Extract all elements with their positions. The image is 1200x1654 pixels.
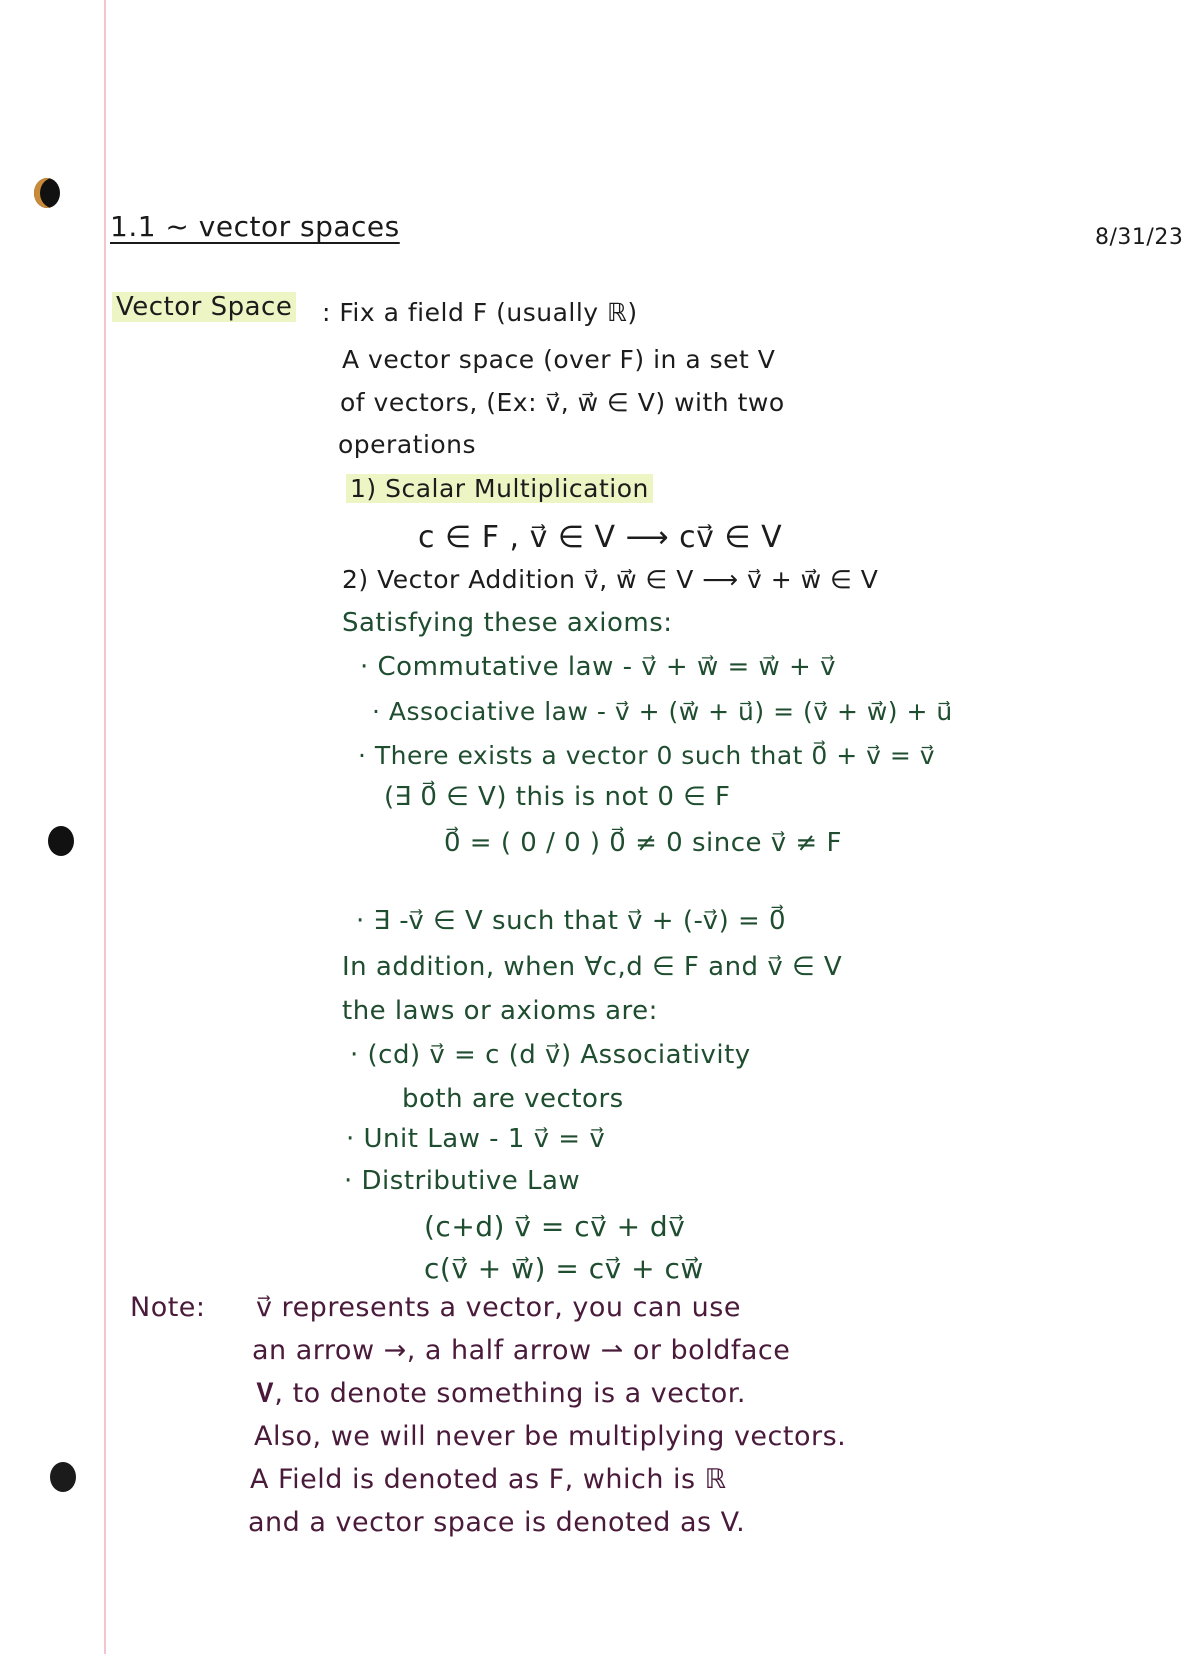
note-line: · There exists a vector 0 such that 0⃗ + v⃗ = v⃗	[358, 741, 936, 770]
note-line: · (cd) v⃗ = c (d v⃗) Associativity	[350, 1040, 751, 1070]
note-line: both are vectors	[402, 1084, 624, 1114]
note-line: In addition, when ∀c,d ∈ F and v⃗ ∈ V	[342, 952, 843, 982]
note-line: c ∈ F , v⃗ ∈ V ⟶ cv⃗ ∈ V	[418, 520, 783, 555]
page-title: 1.1 ~ vector spaces	[110, 210, 400, 243]
note-line: v⃗ represents a vector, you can use	[256, 1292, 741, 1323]
note-line: Also, we will never be multiplying vectors.	[254, 1421, 847, 1452]
note-line: an arrow →, a half arrow ⇀ or boldface	[252, 1335, 791, 1366]
note-line: · Associative law - v⃗ + (w⃗ + u⃗) = (v⃗ + w⃗) + u⃗	[372, 697, 953, 726]
vector-space-label: Vector Space	[112, 292, 296, 322]
note-line: : Fix a field F (usually ℝ)	[322, 298, 638, 327]
punch-hole-icon	[50, 1462, 76, 1492]
note-line: · Unit Law - 1 v⃗ = v⃗	[346, 1124, 606, 1154]
note-line: · Distributive Law	[344, 1166, 581, 1196]
note-line-highlight: 1) Scalar Multiplication	[346, 474, 653, 503]
note-line: · Commutative law - v⃗ + w⃗ = w⃗ + v⃗	[360, 652, 836, 682]
note-line: · ∃ -v⃗ ∈ V such that v⃗ + (-v⃗) = 0⃗	[356, 906, 787, 936]
note-line: 𝐕, to denote something is a vector.	[256, 1378, 746, 1409]
margin-rule	[104, 0, 106, 1654]
note-line: (c+d) v⃗ = cv⃗ + dv⃗	[424, 1210, 686, 1243]
note-line: the laws or axioms are:	[342, 996, 658, 1026]
note-line: 0⃗ = ( 0 / 0 ) 0⃗ ≠ 0 since v⃗ ≠ F	[444, 828, 842, 858]
note-line: c(v⃗ + w⃗) = cv⃗ + cw⃗	[424, 1252, 704, 1285]
vector-space-label-wrap	[112, 292, 296, 322]
note-line: 2) Vector Addition v⃗, w⃗ ∈ V ⟶ v⃗ + w⃗ ∈ V	[342, 565, 879, 594]
note-line: A Field is denoted as F, which is ℝ	[250, 1464, 727, 1495]
date: 8/31/23	[1095, 225, 1184, 250]
punch-hole-icon	[34, 178, 60, 208]
note-line: and a vector space is denoted as V.	[248, 1507, 746, 1538]
note-line: A vector space (over F) in a set V	[342, 345, 776, 374]
punch-hole-icon	[48, 826, 74, 856]
note-line: (∃ 0⃗ ∈ V) this is not 0 ∈ F	[384, 782, 731, 812]
scalar-mult-wrap	[346, 474, 653, 503]
note-line: Satisfying these axioms:	[342, 608, 673, 638]
note-label: Note:	[130, 1292, 206, 1323]
note-line: of vectors, (Ex: v⃗, w⃗ ∈ V) with two	[340, 388, 785, 417]
note-line: operations	[338, 430, 477, 459]
